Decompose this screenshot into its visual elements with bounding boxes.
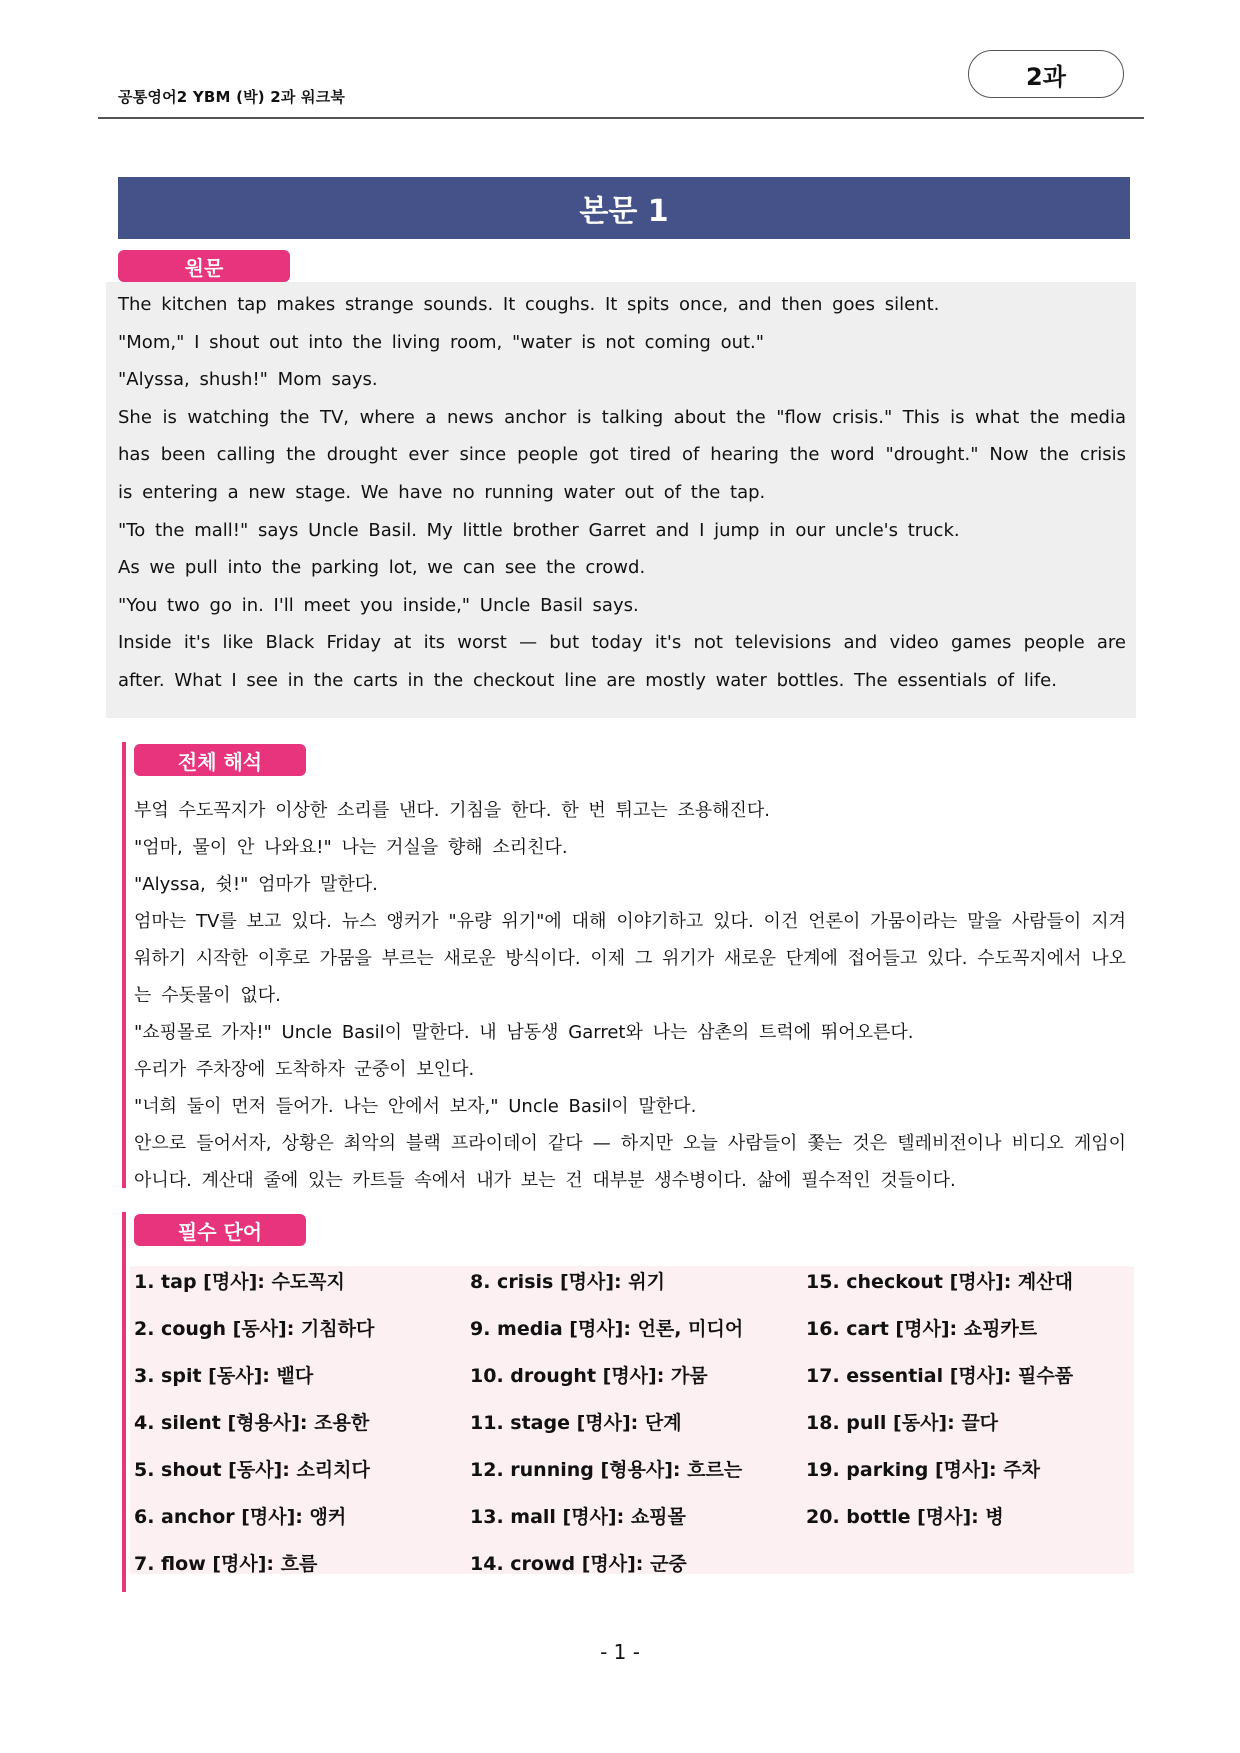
section-title-banner: 본문 1 bbox=[118, 177, 1130, 239]
vocab-item: 17. essential [명사]: 필수품 bbox=[806, 1365, 1074, 1387]
vocab-item: 2. cough [동사]: 기침하다 bbox=[134, 1318, 375, 1340]
paragraph: "Alyssa, 쉿!" 엄마가 말한다. bbox=[134, 874, 378, 895]
vocab-column-2 bbox=[470, 1262, 743, 1591]
paragraph: "엄마, 물이 안 나와요!" 나는 거실을 향해 소리친다. bbox=[134, 837, 568, 858]
paragraph: "You two go in. I'll meet you inside," Uncle Basil says. bbox=[118, 594, 639, 616]
translation-accent-bar bbox=[122, 742, 126, 1188]
vocab-item: 5. shout [동사]: 소리치다 bbox=[134, 1459, 370, 1481]
paragraph: "To the mall!" says Uncle Basil. My little brother Garret and I jump in our uncle's truck. bbox=[118, 519, 960, 541]
translation-text bbox=[134, 792, 1126, 1199]
vocab-item: 16. cart [명사]: 쇼핑카트 bbox=[806, 1318, 1038, 1340]
vocab-item: 14. crowd [명사]: 군중 bbox=[470, 1553, 687, 1575]
vocab-item: 18. pull [동사]: 끌다 bbox=[806, 1412, 999, 1434]
paragraph: "쇼핑몰로 가자!" Uncle Basil이 말한다. 내 남동생 Garret와 나는 삼촌의 트럭에 뛰어오른다. bbox=[134, 1022, 914, 1043]
chapter-badge: 2과 bbox=[968, 50, 1124, 98]
paragraph: As we pull into the parking lot, we can see the crowd. bbox=[118, 557, 646, 579]
vocab-item: 7. flow [명사]: 흐름 bbox=[134, 1553, 318, 1575]
vocab-item: 15. checkout [명사]: 계산대 bbox=[806, 1271, 1073, 1293]
vocab-item: 1. tap [명사]: 수도꼭지 bbox=[134, 1271, 345, 1293]
vocab-item: 10. drought [명사]: 가뭄 bbox=[470, 1365, 708, 1387]
paragraph: 우리가 주차장에 도착하자 군중이 보인다. bbox=[134, 1059, 475, 1080]
vocab-item: 9. media [명사]: 언론, 미디어 bbox=[470, 1318, 744, 1340]
vocab-accent-bar bbox=[122, 1212, 126, 1592]
vocab-item: 11. stage [명사]: 단계 bbox=[470, 1412, 682, 1434]
paragraph: She is watching the TV, where a news anchor is talking about the "flow crisis." This is what the media has been calling the drought ever since people got tired of hearing the word "drought." Now the crisis is entering a new stage. We have no running water out of the tap. bbox=[118, 406, 1126, 503]
paragraph: 부엌 수도꼭지가 이상한 소리를 낸다. 기침을 한다. 한 번 튀고는 조용해진다. bbox=[134, 800, 771, 821]
vocab-label: 필수 단어 bbox=[134, 1214, 306, 1246]
vocab-item: 8. crisis [명사]: 위기 bbox=[470, 1271, 665, 1293]
paragraph: 안으로 들어서자, 상황은 최악의 블랙 프라이데이 같다 — 하지만 오늘 사람들이 쫓는 것은 텔레비전이나 비디오 게임이 아니다. 계산대 줄에 있는 카트들 속에서 내가 보는 건 대부분 생수병이다. 삶에 필수적인 것들이다. bbox=[134, 1133, 1126, 1191]
paragraph: "Alyssa, shush!" Mom says. bbox=[118, 369, 378, 391]
translation-label: 전체 해석 bbox=[134, 744, 306, 776]
header-divider bbox=[98, 117, 1144, 119]
vocab-column-1 bbox=[134, 1262, 374, 1591]
vocab-item: 12. running [형용사]: 흐르는 bbox=[470, 1459, 743, 1481]
paragraph: Inside it's like Black Friday at its worst — but today it's not televisions and video games people are after. What I see in the carts in the checkout line are mostly water bottles. The essentials of life. bbox=[118, 632, 1126, 691]
vocab-item: 3. spit [동사]: 뱉다 bbox=[134, 1365, 314, 1387]
vocab-item: 6. anchor [명사]: 앵커 bbox=[134, 1506, 347, 1528]
vocab-column-3 bbox=[806, 1262, 1073, 1544]
page-number: - 1 - bbox=[600, 1640, 640, 1664]
paragraph: 엄마는 TV를 보고 있다. 뉴스 앵커가 "유량 위기"에 대해 이야기하고 있다. 이건 언론이 가뭄이라는 말을 사람들이 지겨워하기 시작한 이후로 가뭄을 부르는 새로운 방식이다. 이제 그 위기가 새로운 단계에 접어들고 있다. 수도꼭지에서 나오는 수돗물이 없다. bbox=[134, 911, 1126, 1006]
paragraph: "너희 둘이 먼저 들어가. 나는 안에서 보자," Uncle Basil이 말한다. bbox=[134, 1096, 697, 1117]
original-label: 원문 bbox=[118, 250, 290, 282]
original-text bbox=[118, 286, 1126, 700]
vocab-item: 20. bottle [명사]: 병 bbox=[806, 1506, 1004, 1528]
paragraph: The kitchen tap makes strange sounds. It coughs. It spits once, and then goes silent. bbox=[118, 294, 940, 315]
paragraph: "Mom," I shout out into the living room, "water is not coming out." bbox=[118, 331, 765, 353]
vocab-item: 13. mall [명사]: 쇼핑몰 bbox=[470, 1506, 686, 1528]
vocab-item: 4. silent [형용사]: 조용한 bbox=[134, 1412, 370, 1434]
vocab-item: 19. parking [명사]: 주차 bbox=[806, 1459, 1040, 1481]
document-header-title: 공통영어2 YBM (박) 2과 워크북 bbox=[118, 88, 346, 106]
